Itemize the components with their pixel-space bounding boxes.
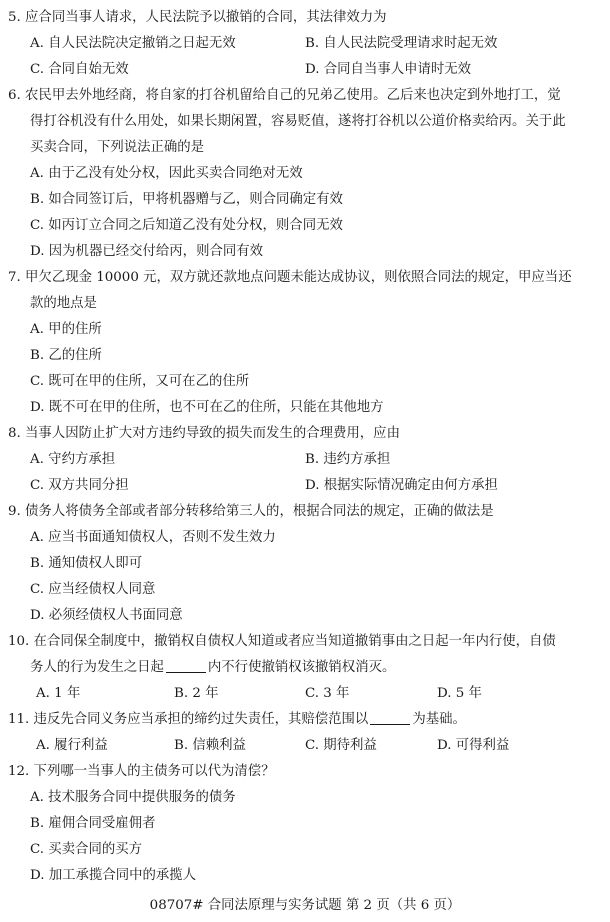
- question-7-option-b: B. 乙的住所: [30, 348, 102, 363]
- question-6-stem-line-1: 6. 农民甲去外地经商，将自家的打谷机留给自己的兄弟乙使用。乙后来也决定到外地打工，觉: [8, 88, 561, 103]
- question-8-option-d: D. 根据实际情况确定由何方承担: [305, 478, 498, 493]
- question-11-option-a: A. 履行利益: [36, 738, 108, 753]
- answer-blank: [166, 658, 206, 673]
- question-12-option-c: C. 买卖合同的买方: [30, 842, 143, 857]
- question-9-option-b: B. 通知债权人即可: [30, 556, 143, 571]
- question-9-stem: 9. 债务人将债务全部或者部分转移给第三人的，根据合同法的规定，正确的做法是: [8, 504, 494, 519]
- question-10-option-b: B. 2 年: [174, 686, 219, 701]
- question-6-option-b: B. 如合同签订后，甲将机器赠与乙，则合同确定有效: [30, 192, 343, 207]
- question-11-stem: [8, 707, 602, 733]
- question-10-stem-line-1: 10. 在合同保全制度中，撤销权自债权人知道或者应当知道撤销事由之日起一年内行使，自债: [8, 634, 556, 649]
- question-5-stem: 5. 应合同当事人请求，人民法院予以撤销的合同，其法律效力为: [8, 10, 387, 25]
- question-5-option-b: B. 自人民法院受理请求时起无效: [305, 36, 498, 51]
- question-9-option-a: A. 应当书面通知债权人，否则不发生效力: [30, 530, 276, 545]
- question-5-option-c: C. 合同自始无效: [30, 62, 129, 77]
- question-11-option-b: B. 信赖利益: [174, 738, 246, 753]
- question-9-option-c: C. 应当经债权人同意: [30, 582, 156, 597]
- question-10-option-a: A. 1 年: [36, 686, 81, 701]
- question-8-option-b: B. 违约方承担: [305, 452, 391, 467]
- question-8-stem: 8. 当事人因防止扩大对方违约导致的损失而发生的合理费用，应由: [8, 426, 400, 441]
- question-11-option-d: D. 可得利益: [437, 738, 510, 753]
- question-7-stem-line-2: 款的地点是: [30, 296, 97, 311]
- question-10-stem-part-2: 内不行使撤销权该撤销权消灭。: [207, 660, 396, 675]
- question-6-stem-line-2: 得打谷机没有什么用处，如果长期闲置，容易贬值，遂将打谷机以公道价格卖给丙。关于此: [30, 114, 566, 129]
- question-11-option-c: C. 期待利益: [305, 738, 377, 753]
- answer-blank: [370, 710, 410, 725]
- question-5-option-a: A. 自人民法院决定撤销之日起无效: [30, 36, 236, 51]
- question-10-stem-line-2: [30, 655, 610, 681]
- question-6-option-a: A. 由于乙没有处分权，因此买卖合同绝对无效: [30, 166, 303, 181]
- question-7-option-c: C. 既可在甲的住所，又可在乙的住所: [30, 374, 250, 389]
- question-12-option-d: D. 加工承揽合同中的承揽人: [30, 868, 197, 883]
- question-6-option-c: C. 如丙订立合同之后知道乙没有处分权，则合同无效: [30, 218, 343, 233]
- question-6-stem-line-3: 买卖合同，下列说法正确的是: [30, 140, 205, 155]
- question-12-stem: 12. 下列哪一当事人的主债务可以代为清偿？: [8, 764, 275, 779]
- question-11-stem-part-1: 11. 违反先合同义务应当承担的缔约过失责任，其赔偿范围以: [8, 712, 369, 727]
- question-10-option-d: D. 5 年: [437, 686, 482, 701]
- question-11-stem-part-2: 为基础。: [412, 712, 466, 727]
- question-12-option-b: B. 雇佣合同受雇佣者: [30, 816, 156, 831]
- question-10-stem-part-1: 务人的行为发生之日起: [30, 660, 164, 675]
- question-8-option-a: A. 守约方承担: [30, 452, 116, 467]
- question-8-option-c: C. 双方共同分担: [30, 478, 129, 493]
- question-9-option-d: D. 必须经债权人书面同意: [30, 608, 183, 623]
- question-12-option-a: A. 技术服务合同中提供服务的债务: [30, 790, 236, 805]
- question-5-option-d: D. 合同自当事人申请时无效: [305, 62, 472, 77]
- question-7-stem-line-1: 7. 甲欠乙现金 10000 元，双方就还款地点问题未能达成协议，则依照合同法的规定，甲应当还: [8, 270, 572, 285]
- question-10-option-c: C. 3 年: [305, 686, 350, 701]
- question-7-option-d: D. 既不可在甲的住所，也不可在乙的住所，只能在其他地方: [30, 400, 384, 415]
- question-6-option-d: D. 因为机器已经交付给丙，则合同有效: [30, 244, 264, 259]
- page-footer: 08707# 合同法原理与实务试题 第 2 页（共 6 页）: [149, 898, 461, 913]
- question-7-option-a: A. 甲的住所: [30, 322, 102, 337]
